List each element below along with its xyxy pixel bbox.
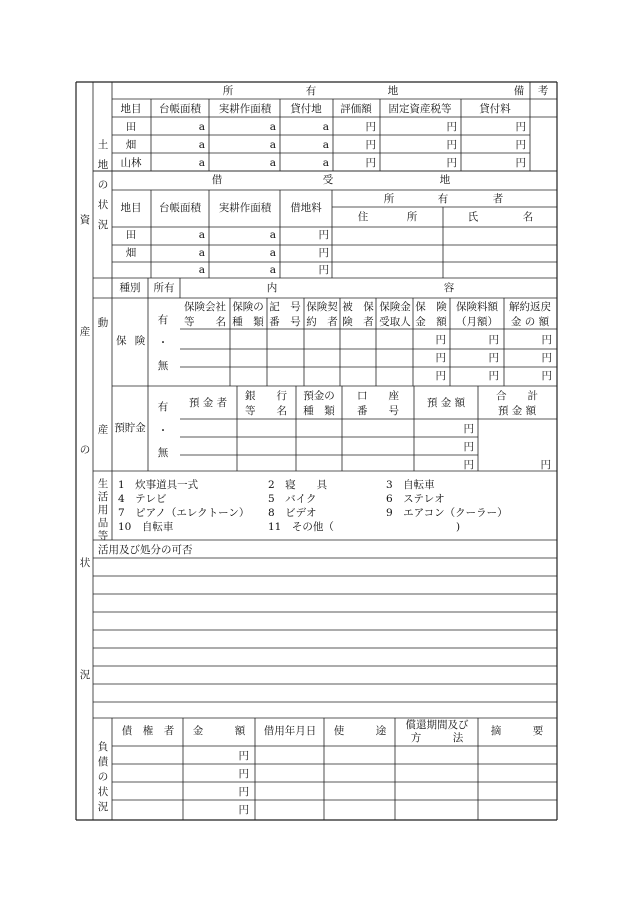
section-debt: 負: [97, 741, 109, 753]
yen-mark: 円: [238, 768, 249, 780]
leased-land-title: 借: [211, 174, 223, 186]
insurance-header: 保険料額: [456, 301, 498, 313]
no-mark: 無: [157, 447, 169, 459]
insurance-header: 金 の 額: [510, 316, 550, 328]
land-type: 畑: [125, 139, 137, 151]
unit-mark: a: [322, 121, 329, 133]
owned-land-title: 地: [387, 85, 399, 97]
daily-item: 11 その他（: [268, 521, 334, 533]
section-assets: の: [79, 444, 91, 456]
owned-land-header: 評価額: [340, 103, 372, 115]
disposal-title: 活用及び処分の可否: [98, 544, 193, 556]
owner-header: 所: [383, 193, 395, 205]
unit-mark: 円: [515, 139, 526, 151]
remarks-header: 考: [537, 85, 549, 97]
yen-mark: 円: [541, 370, 552, 382]
debt-header: 摘 要: [490, 725, 544, 737]
section-land: 状: [97, 199, 109, 211]
name-header: 名: [522, 211, 534, 223]
unit-mark: a: [269, 157, 276, 169]
insurance-label: 険: [134, 335, 146, 347]
savings-header: 合 計: [496, 390, 538, 402]
yen-mark: 円: [435, 352, 446, 364]
land-type: 畑: [125, 246, 137, 259]
daily-item: 9 エアコン（クーラー）: [386, 507, 508, 519]
owned-land-header: 貸付料: [479, 103, 511, 115]
owned-land-header: 実耕作面積: [218, 103, 272, 115]
unit-mark: 円: [318, 229, 329, 241]
section-daily: 活: [97, 491, 109, 503]
savings-header: 口 座: [357, 390, 399, 402]
savings-header: 銀 行: [245, 390, 287, 402]
unit-mark: 円: [365, 157, 376, 169]
yen-mark: 円: [238, 786, 249, 798]
debt-header: 償還期間及び: [405, 719, 469, 731]
unit-mark: a: [269, 246, 276, 259]
owned-land-header: 固定資産税等: [388, 103, 452, 115]
unit-mark: 円: [515, 121, 526, 133]
yen-mark: 円: [435, 334, 446, 346]
insurance-header: 種 類: [232, 316, 264, 328]
no-mark: 無: [157, 360, 169, 372]
insurance-label: 保: [116, 335, 127, 347]
insurance-header: 険 者: [342, 316, 374, 328]
daily-item: 4 テレビ: [118, 493, 167, 505]
leased-land-header: 借地料: [290, 202, 322, 214]
insurance-header: 保険金: [379, 301, 411, 313]
section-assets: 資: [79, 214, 91, 226]
insurance-header: 等 名: [184, 316, 226, 328]
own-header: 所有: [153, 282, 175, 294]
land-type: 田: [125, 229, 137, 241]
dot-mark: ・: [157, 425, 169, 437]
savings-header: 預 金 者: [188, 397, 228, 409]
daily-item: 8 ビデオ: [268, 507, 317, 519]
unit-mark: a: [198, 264, 205, 276]
yen-mark: 円: [541, 352, 552, 364]
daily-item: ): [456, 521, 461, 533]
section-daily: 生: [97, 478, 109, 490]
insurance-header: 記 号: [269, 301, 301, 313]
unit-mark: a: [269, 229, 276, 241]
yen-mark: 円: [541, 334, 552, 346]
unit-mark: 円: [515, 157, 526, 169]
daily-item: 1 炊事道具一式: [118, 479, 199, 491]
savings-header: 預金の: [303, 390, 335, 402]
leased-land-header: 実耕作面積: [218, 202, 272, 214]
savings-header: 預 金 額: [426, 397, 466, 409]
unit-mark: a: [198, 229, 205, 241]
insurance-header: 番 号: [269, 316, 301, 328]
section-movable: 産: [97, 424, 109, 436]
section-assets: 況: [79, 669, 91, 681]
daily-item: 10 自転車: [118, 521, 174, 533]
kind-header: 種別: [119, 282, 141, 294]
yen-mark: 円: [488, 334, 499, 346]
debt-header: 借用年月日: [263, 725, 317, 737]
daily-item: 2 寝 具: [268, 479, 328, 491]
yen-mark: 円: [540, 459, 551, 471]
debt-header: 使 途: [333, 725, 387, 737]
unit-mark: 円: [446, 157, 457, 169]
unit-mark: a: [269, 121, 276, 133]
unit-mark: a: [198, 246, 205, 259]
unit-mark: a: [198, 157, 205, 169]
owned-land-title: 所: [222, 85, 234, 97]
unit-mark: a: [269, 264, 276, 276]
section-debt: 債: [97, 756, 109, 768]
yen-mark: 円: [238, 750, 249, 762]
daily-item: 7 ピアノ（エレクトーン）: [118, 507, 250, 519]
owned-land-header: 地目: [120, 103, 142, 115]
yen-mark: 円: [488, 352, 499, 364]
owned-land-header: 台帳面積: [159, 103, 201, 115]
yen-mark: 円: [463, 459, 474, 471]
section-land: の: [97, 179, 109, 191]
has-mark: 有: [157, 401, 169, 413]
unit-mark: a: [322, 139, 329, 151]
yen-mark: 円: [238, 804, 249, 816]
savings-header: 等 名: [245, 405, 287, 417]
unit-mark: a: [198, 121, 205, 133]
section-land: 地: [97, 159, 109, 171]
yen-mark: 円: [435, 370, 446, 382]
daily-item: 5 バイク: [268, 493, 317, 505]
debt-header: 債 権 者: [121, 725, 175, 737]
section-daily: 用: [97, 504, 109, 516]
section-debt: 状: [97, 786, 109, 798]
content-header: 容: [443, 282, 455, 294]
unit-mark: a: [322, 157, 329, 169]
insurance-header: 保 険: [415, 301, 447, 313]
leased-land-title: 地: [439, 174, 451, 186]
section-assets: 状: [79, 557, 91, 569]
unit-mark: 円: [365, 139, 376, 151]
insurance-header: 解約返戻: [509, 301, 551, 313]
yen-mark: 円: [463, 423, 474, 435]
section-land: 土: [97, 139, 109, 151]
owned-land-header: 貸付地: [290, 103, 322, 115]
insurance-header: 保険会社: [184, 301, 226, 313]
leased-land-header: 台帳面積: [159, 202, 201, 214]
owner-header: 者: [492, 193, 504, 205]
debt-header: 方 法: [410, 732, 464, 744]
unit-mark: 円: [446, 121, 457, 133]
content-header: 内: [266, 282, 278, 294]
yen-mark: 円: [488, 370, 499, 382]
insurance-header: （月額）: [456, 316, 498, 328]
insurance-header: 約 者: [306, 316, 338, 328]
savings-header: 番 号: [357, 405, 399, 417]
unit-mark: a: [198, 139, 205, 151]
address-header: 住: [357, 211, 369, 223]
daily-item: 6 ステレオ: [386, 493, 445, 505]
section-daily: 等: [97, 530, 109, 542]
insurance-header: 被 保: [342, 301, 374, 313]
has-mark: 有: [157, 314, 169, 326]
owner-header: 有: [437, 193, 449, 205]
section-debt: の: [97, 771, 109, 783]
unit-mark: 円: [446, 139, 457, 151]
savings-header: 種 類: [303, 405, 335, 417]
unit-mark: 円: [365, 121, 376, 133]
leased-land-title: 受: [322, 174, 334, 186]
unit-mark: 円: [318, 264, 329, 276]
dot-mark: ・: [157, 337, 169, 349]
section-land: 況: [97, 219, 109, 231]
insurance-header: 保険契: [306, 301, 338, 313]
land-type: 山林: [120, 157, 142, 169]
owned-land-title: 有: [305, 85, 317, 97]
name-header: 氏: [467, 211, 479, 223]
section-assets: 産: [79, 326, 91, 338]
address-header: 所: [406, 211, 418, 223]
insurance-header: 受取人: [379, 316, 411, 328]
savings-header: 預 金 額: [497, 405, 537, 417]
leased-land-header: 地目: [120, 202, 142, 214]
section-movable: 動: [97, 317, 109, 329]
yen-mark: 円: [463, 441, 474, 453]
remarks-header: 備: [513, 85, 525, 97]
section-daily: 品: [97, 517, 109, 529]
land-type: 田: [125, 121, 137, 133]
daily-item: 3 自転車: [386, 479, 435, 491]
section-debt: 況: [97, 801, 109, 813]
insurance-header: 保険の: [232, 301, 264, 313]
savings-label: 預貯金: [114, 422, 146, 434]
unit-mark: a: [269, 139, 276, 151]
debt-header: 金 額: [192, 725, 246, 737]
insurance-header: 金 額: [415, 316, 447, 328]
unit-mark: 円: [318, 246, 329, 259]
